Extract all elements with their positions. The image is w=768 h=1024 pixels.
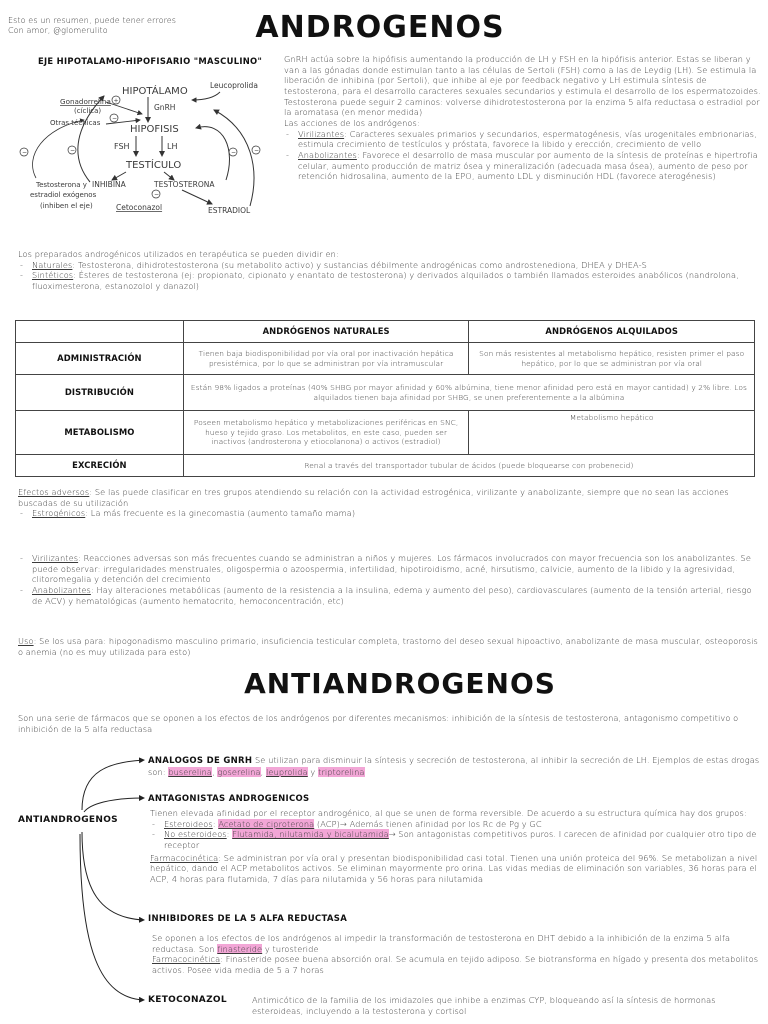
adversos-estrogenicos: - Estrogénicos: La más frecuente es la ginecomastia (aumento tamaño mama) [18,508,758,519]
diagram-estradiol-ext: estradiol exógenos [30,191,97,199]
diagram-inhiben: (inhiben el eje) [40,202,93,210]
acciones-anabolizantes: - Anabolizantes: Favorece el desarrollo de masa muscular por aumento de la síntesis de proteínas e hipertrofia celular, aumento producción de matriz ósea y mineralización (adecuada masa ósea), aumento de peso por retención hidrosalina, aumento de la EPO, aumento LDL y disminución HDL (favorece aterogénesis) [284,150,762,182]
intro-acciones-heading: Las acciones de los andrógenos: [284,117,420,128]
table-row-label: EXCRECIÓN [16,455,184,477]
axis-heading: EJE HIPOTALAMO-HIPOFISARIO "MASCULINO" [38,56,263,66]
drug-finasteride: finasteride [217,943,263,954]
diagram-ketoconazol: Cetoconazol [116,203,163,212]
table-corner [16,321,184,343]
gnrh-label: ANALOGOS DE GNRH [148,756,253,766]
drug-goserelina: goserelina [217,767,261,778]
drug-buserelina: buserelina [168,767,212,778]
diagram-testo-ext: Testosterona y [36,181,87,189]
diagram-ciclica: (cíclica) [74,107,102,115]
table-cell: Metabolismo hepático [469,411,755,455]
drug-triptorelina: triptorelina [318,767,365,778]
page-title-androgenos: ANDROGENOS [255,10,505,45]
acciones-virilizantes: - Virilizantes: Caracteres sexuales primarios y secundarios, espermatogénesis, vías urogenitales embrionarias, estimula crecimiento de testículos y próstata, favorece la libido y erección, crecimiento de vello [284,129,762,150]
anti-tree-lines [60,750,160,1010]
adversos-estrogenicos-list [18,508,758,519]
intro-testosterona-paragraph: Testosterona puede seguir 2 caminos: volverse dihidrotestosterona por la enzima 5 alfa reductasa o estradiol por la aromatasa (en menor medida) [284,96,760,118]
preparados-block [18,249,758,292]
table-head-naturales: ANDRÓGENOS NATURALES [183,321,469,343]
diagram-fsh: FSH [114,142,130,151]
antag-intro: Tienen elevada afinidad por el receptor androgénico, al que se unen de forma reversible. De acuerdo a su estructura química hay dos grupos: [150,808,747,818]
table-row-label: DISTRIBUCIÓN [16,375,184,411]
table-cell: Renal a través del transportador tubular de ácidos (puede bloquearse con probenecid) [183,455,754,477]
diagram-testosterona: TESTOSTERONA [154,180,215,189]
svg-text:−: − [70,147,76,155]
header-note-line1: Esto es un resumen, puede tener errores [8,16,177,25]
antag-list [150,819,760,851]
acciones-list [284,129,762,182]
antag-esteroideos: - Esteroideos: Acetato de ciproterona (ACP)→ Además tienen afinidad por los Rc de Pg y GC [150,819,760,830]
preparados-intro: Los preparados androgénicos utilizados en terapéutica se pueden dividir en: [18,249,339,259]
svg-text:−: − [154,191,160,199]
table-row [16,411,755,455]
gnrh-paragraph: ANALOGOS DE GNRH Se utilizan para disminuir la síntesis y secreción de testosterona, al inhibir la secreción de LH. Ejemplos de estas drogas son: buserelina, goserelina, leuprolida y triptorelina [148,755,760,778]
preparados-list [18,260,758,292]
diagram-leucoprolida: Leucoprolida [210,81,258,90]
adversos-list [18,553,758,606]
anti-root-label: ANTIANDROGENOS [18,815,118,825]
androgenos-table [15,320,755,477]
svg-text:−: − [112,115,118,123]
intro-gnrh-paragraph: GnRH actúa sobre la hipófisis aumentando la producción de LH y FSH en la hipófisis anterior. Estas se liberan y van a las gónadas donde estimulan tanto a las células de Sertoli (FSH) como a las de Leydig (LH). Se estimula la liberación de inhibina (por Sertoli), que inhibe al eje por feedback negativo y LH estimula síntesis de testosterona, para el desarrollo caracteres sexuales secundarios y estimula el desarrollo de los espermatozoides. [284,54,761,96]
drug-flutamida-group: Flutamida, nilutamida y bicalutamida [232,829,389,840]
preparados-sinteticos: - Sintéticos: Ésteres de testosterona (ej: propionato, cipionato y enantato de testosterona) y derivados alquilados o también llamados esteroides anabólicos (nandrolona, fluoximesterona, estanozolol y danazol) [18,270,758,291]
table-row [16,375,755,411]
header-note-line2: Con amor, @glomerulito [8,26,108,36]
diagram-lh: LH [167,142,178,151]
diagram-testiculo: TESTÍCULO [126,160,182,171]
uso-block [18,636,758,657]
svg-text:−: − [254,147,260,155]
diagram-otras: Otras técnicas [50,119,101,127]
keto-label: KETOCONAZOL [148,995,227,1005]
table-row-label: ADMINISTRACIÓN [16,343,184,375]
diagram-estradiol: ESTRADIOL [208,206,251,215]
adversos-anabolizantes: - Anabolizantes: Hay alteraciones metabólicas (aumento de la resistencia a la insulina, edema y aumento del peso), cardiovasculares (aumento de la tensión arterial, riesgo de ACV) y hematológicas (aumento hematocrito, hemoconcentración, etc) [18,585,758,606]
table-cell: Poseen metabolismo hepático y metabolizaciones periféricas en SNC, hueso y tejido graso. Los metabolitos, en este caso, pueden ser inactivos (androsterona y etiocolanona) o activos (estradiol) [183,411,469,455]
table-row [16,455,755,477]
antag-no-esteroideos: - No esteroideos: Flutamida, nilutamida y bicalutamida→ Son antagonistas competitivos puros. Ι carecen de afinidad por cualquier otro tipo de receptor [150,829,760,850]
hpg-axis-diagram [14,70,282,220]
uso-paragraph: Uso: Se los usa para: hipogonadismo masculino primario, insuficiencia testicular completa, trastorno del deseo sexual hipoactivo, anabolizante de masa muscular, osteoporosis o anemia (no es muy utilizada para esto) [18,636,758,657]
header-note [8,16,208,37]
diagram-gonadorrelina: Gonadorrelina [60,97,111,106]
table-cell: Son más resistentes al metabolismo hepático, resisten primer el paso hepático, por lo que se administran por vía oral [469,343,755,375]
diagram-inhibina: INHIBINA [92,180,126,189]
antag-block [150,808,760,885]
table-cell: Están 98% ligados a proteínas (40% SHBG por mayor afinidad y 60% albúmina, tiene menor afinidad pero está en mayor cantidad) y 2% libre. Los alquilados tienen baja afinidad por SHBG, se unen preferentemente a la albúmina [183,375,754,411]
inhib-label: INHIBIDORES DE LA 5 ALFA REDUCTASA [148,914,348,924]
table-cell: Tienen baja biodisponibilidad por vía oral por inactivación hepática presistémica, por lo que se administran por vía intramuscular [183,343,469,375]
table-row-label: METABOLISMO [16,411,184,455]
diagram-hipotalamo: HIPOTÁLAMO [122,86,188,97]
adversos-block [18,487,758,519]
inhib-farmacocinetica: Farmacocinética: Finasteride posee buena absorción oral. Se acumula en tejido adiposo. Se biotransforma en hígado y presenta dos metabolitos activos. Posee vida media de 5 a 7 horas [152,954,759,975]
keto-paragraph: Antimicótico de la familia de los imidazoles que inhibe a enzimas CYP, bloqueando así la síntesis de hormonas esteroideas, incluyendo a la testosterona y cortisol [252,995,716,1016]
antag-farmacocinetica: Farmacocinética: Se administran por vía oral y presentan biodisponibilidad casi total. Tienen una unión proteica del 96%. Se metabolizan a nivel hepático, dando el ACP metabolitos activos. Se eliminan mayormente pro orina. Las vidas medias de eliminación son variables, 36 horas para el ACP, 4 horas para flutamida, 7 días para nilutamida y 56 horas para nilutamida [150,852,758,884]
adversos-block-2 [18,553,758,606]
drug-ciproterona: Acetato de ciproterona [218,818,315,829]
inhib-block [152,933,760,976]
diagram-gnrh: GnRH [154,103,176,112]
section-title-antiandrogenos: ANTIANDROGENOS [244,667,556,700]
anti-intro: Son una serie de fármacos que se oponen a los efectos de los andrógenos por diferentes mecanismos: inhibición de la síntesis de testosterona, antagonismo competitivo o inhibición de la 5 alfa reductasa [18,713,739,734]
intro-block [284,54,762,182]
svg-text:−: − [231,149,237,157]
inhib-paragraph: Se oponen a los efectos de los andrógenos al impedir la transformación de testosterona en DHT debido a la inhibición de la enzima 5 alfa reductasa. Son finasteride y turosteride [152,933,731,954]
table-head-alquilados: ANDRÓGENOS ALQUILADOS [469,321,755,343]
diagram-hipofisis: HIPOFISIS [130,124,179,135]
drug-leuprolida: leuprolida [266,767,308,778]
svg-text:+: + [113,97,119,105]
gnrh-block [148,755,760,778]
preparados-naturales: - Naturales: Testosterona, dihidrotestosterona (su metabolito activo) y sustancias débilmente androgénicas como androstenediona, DHEA y DHEA-S [18,260,758,271]
adversos-intro: Efectos adversos: Se las puede clasificar en tres grupos atendiendo su relación con la actividad estrogénica, virilizante y anabolizante, siempre que no sean las acciones buscadas de su utilización [18,487,729,508]
table-row [16,343,755,375]
svg-text:−: − [22,149,28,157]
adversos-virilizantes: - Virilizantes: Reacciones adversas son más frecuentes cuando se administran a niños y mujeres. Los fármacos involucrados con mayor frecuencia son los anabolizantes. Se puede observar: irregularidades menstruales, oligospermia o azoospermia, infertilidad, hipotiroidismo, acné, hirsutismo, calvicie, aumento de la libido y la agresividad, clitoromegalia y detención del crecimiento [18,553,758,585]
antag-label: ANTAGONISTAS ANDROGENICOS [148,794,310,804]
